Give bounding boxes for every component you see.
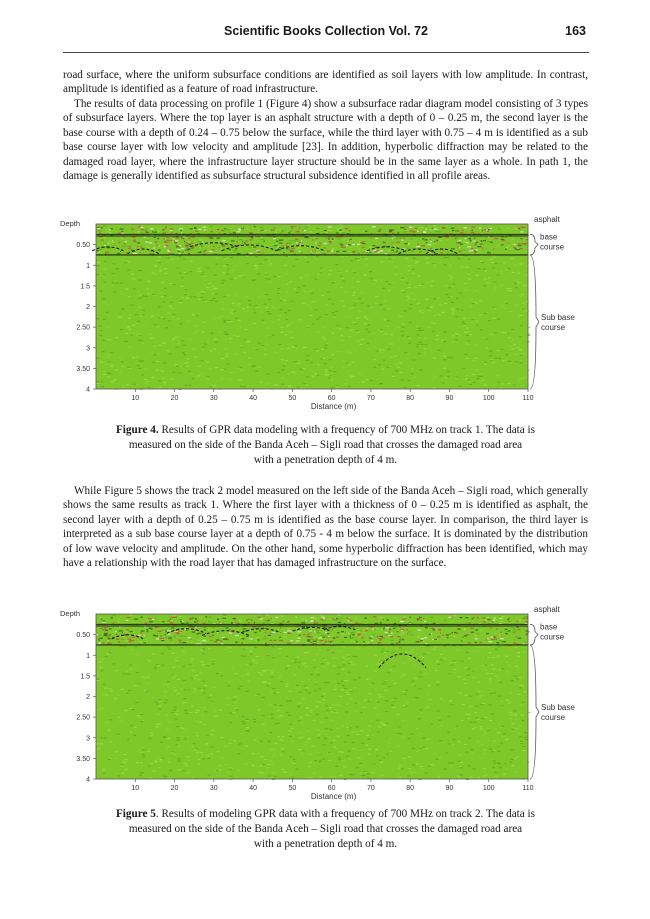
x-tick-label: 50 bbox=[288, 785, 297, 792]
x-tick-label: 30 bbox=[209, 395, 218, 402]
sub-base-brace bbox=[530, 255, 539, 389]
layer-label-sub-base-course: course bbox=[541, 322, 566, 332]
x-tick-label: 80 bbox=[406, 395, 415, 402]
base-course-brace bbox=[530, 234, 538, 255]
x-tick-label: 10 bbox=[131, 395, 140, 402]
paragraph-1: road surface, where the uniform subsurface conditions are identified as soil layers with low amplitude. In contrast, amplitude is identified as a feature of road infrastructure. bbox=[63, 69, 588, 96]
y-tick-label: 2.50 bbox=[76, 324, 90, 332]
x-tick-label: 100 bbox=[482, 785, 495, 792]
page-header bbox=[63, 14, 589, 53]
radargram-background bbox=[96, 224, 528, 389]
figure-5 bbox=[58, 604, 596, 802]
gpr-radargram-track-2 bbox=[58, 604, 596, 802]
y-tick-label: 3.50 bbox=[76, 755, 90, 763]
y-tick-label: 0.50 bbox=[76, 632, 90, 640]
x-tick-label: 60 bbox=[327, 785, 336, 792]
sub-base-brace bbox=[530, 645, 539, 779]
y-tick-label: 2 bbox=[86, 694, 90, 701]
figure-4-caption-line-2: measured on the side of the Banda Aceh – Sigli road that crosses the damaged road area bbox=[128, 438, 523, 451]
x-tick-label: 50 bbox=[288, 395, 297, 402]
layer-label-base-course: course bbox=[540, 632, 565, 642]
x-tick-label: 60 bbox=[327, 395, 336, 402]
figure-5-label: Figure 5 bbox=[115, 808, 156, 820]
y-tick-label: 4 bbox=[86, 386, 90, 394]
x-tick-label: 90 bbox=[445, 785, 454, 792]
y-tick-label: 3 bbox=[86, 735, 90, 743]
figure-5-caption bbox=[63, 807, 588, 851]
page-number: 163 bbox=[565, 24, 586, 38]
y-axis-title: Depth bbox=[60, 609, 81, 618]
x-tick-label: 90 bbox=[445, 395, 454, 402]
x-tick-label: 30 bbox=[209, 785, 218, 792]
x-tick-label: 110 bbox=[522, 395, 534, 402]
y-axis-title: Depth bbox=[60, 219, 81, 228]
y-tick-label: 1.5 bbox=[80, 673, 90, 681]
y-tick-label: 4 bbox=[86, 776, 90, 784]
y-tick-label: 3.50 bbox=[76, 365, 90, 373]
figure-4-label: Figure 4. bbox=[115, 424, 159, 436]
y-tick-label: 1 bbox=[86, 652, 90, 660]
layer-label-sub-base-course: course bbox=[541, 712, 566, 722]
x-tick-label: 80 bbox=[406, 785, 415, 792]
layer-label-base-course: course bbox=[540, 242, 565, 252]
figure-4 bbox=[58, 214, 596, 414]
layer-label-sub-base-course: Sub base bbox=[541, 312, 575, 322]
paragraph-2: The results of data processing on profile 1 (Figure 4) show a subsurface radar diagram model consisting of 3 types of subsurface layers. Where the top layer is an asphalt structure with a depth of 0 – 0.25 m, the second layer is the base course with a depth of 0.24 – 0.75 below the surface, while the third layer with 0.75 – 4 m is identified as a sub base course layer with low velocity and amplitude [23]. In addition, hyperbolic diffraction may be related to the damaged road layer, where the infrastructure layer structure should be in the same layer as a whole. In path 1, the damage is generally identified as subsurface structural subsidence identified in all profile areas. bbox=[63, 98, 588, 183]
y-tick-label: 2 bbox=[86, 304, 90, 311]
book-title: Scientific Books Collection Vol. 72 bbox=[224, 24, 428, 38]
layer-label-sub-base-course: Sub base bbox=[541, 702, 575, 712]
x-tick-label: 40 bbox=[249, 785, 257, 792]
y-tick-label: 0.50 bbox=[76, 242, 90, 250]
y-tick-label: 1 bbox=[86, 262, 90, 270]
figure-5-caption-line-3: with a penetration depth of 4 m. bbox=[253, 837, 398, 850]
y-tick-label: 3 bbox=[86, 345, 90, 353]
paragraph-3: While Figure 5 shows the track 2 model measured on the left side of the Banda Aceh – Sigli road, which generally shows the same results as track 1. Where the first layer with a thickness of 0 – 0.25 m is identified as asphalt, the second layer with a depth of 0.25 – 0.75 m is identified as the base course layer. In comparison, the third layer is interpreted as a sub base course layer at a depth of 0.75 - 4 m below the surface. It is dominated by the distribution of low wave velocity and amplitude. On the other hand, some hyperbolic diffraction has been identified, which may have a relationship with the road layer that has damaged infrastructure on the surface. bbox=[63, 485, 588, 570]
figure-4-caption-line-3: with a penetration depth of 4 m. bbox=[253, 453, 398, 466]
gpr-radargram-track-1 bbox=[58, 214, 596, 414]
x-tick-label: 110 bbox=[522, 785, 534, 792]
x-tick-label: 40 bbox=[249, 395, 257, 402]
x-tick-label: 100 bbox=[482, 395, 495, 402]
layer-label-base-course: base bbox=[540, 622, 558, 632]
x-axis-title: Distance (m) bbox=[310, 792, 357, 801]
layer-label-asphalt: asphalt bbox=[534, 215, 560, 224]
x-tick-label: 10 bbox=[131, 785, 140, 792]
x-tick-label: 20 bbox=[170, 395, 179, 402]
figure-4-caption bbox=[63, 423, 588, 467]
x-tick-label: 70 bbox=[367, 785, 375, 792]
layer-label-base-course: base bbox=[540, 232, 558, 242]
y-tick-label: 2.50 bbox=[76, 714, 90, 722]
x-tick-label: 20 bbox=[170, 785, 179, 792]
base-course-brace bbox=[530, 624, 538, 645]
x-tick-label: 70 bbox=[367, 395, 375, 402]
figure-5-caption-line-2: measured on the side of the Banda Aceh – Sigli road that crosses the damaged road area bbox=[128, 822, 523, 835]
x-axis-title: Distance (m) bbox=[310, 402, 357, 411]
y-tick-label: 1.5 bbox=[80, 283, 90, 291]
figure-5-caption-line-1: . Results of modeling GPR data with a frequency of 700 MHz on track 2. The data is bbox=[155, 808, 536, 820]
layer-label-asphalt: asphalt bbox=[534, 605, 560, 614]
figure-4-caption-line-1: Results of GPR data modeling with a frequency of 700 MHz on track 1. The data is bbox=[158, 424, 536, 436]
